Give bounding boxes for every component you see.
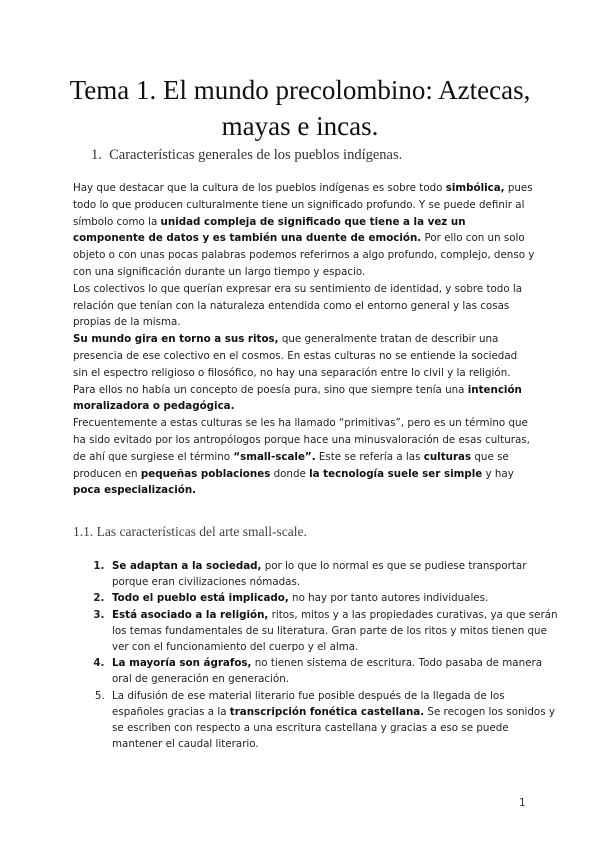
section-heading [91,147,402,164]
text-run: que se producen en [73,450,509,480]
bold-run: simbólica, [445,182,505,194]
list-item [108,607,558,656]
bold-run: Todo el pueblo está implicado, [112,592,289,605]
page-number: 1 [519,797,526,809]
text-run: no tienen sistema de escritura. Todo pasaba de manera oral de generación en generación. [112,657,543,686]
list-item [108,558,558,590]
paragraph [73,382,535,416]
list-item [108,590,558,606]
body-text [73,180,535,499]
subsection-heading: 1.1. Las características del arte small-scale. [73,524,307,539]
text-run: donde [270,467,310,480]
bold-run: transcripción fonética castellana. [229,705,425,718]
bold-run: la tecnología suele ser simple [309,467,483,480]
text-run: pues todo lo que producen culturalmente tiene un significado profundo. Y se puede definir al símbolo como la [73,182,533,228]
section-title: Características generales de los pueblos indígenas. [109,147,403,163]
paragraph [73,331,535,381]
paragraph [73,180,535,281]
text-run: Por ello con un solo objeto o con unas pocas palabras podemos referirnos a algo profundo, complejo, denso y con una significación durante un largo tiempo y espacio. [73,232,535,278]
text-run: Para ellos no había un concepto de poesía pura, sino que siempre tenía una [73,383,468,396]
characteristics-list [73,558,558,752]
bold-run: culturas [423,450,472,463]
section-number: 1. [91,147,102,163]
bold-run: Se adaptan a la sociedad, [112,560,262,572]
paragraph: Los colectivos lo que querían expresar era su sentimiento de identidad, y sobre todo la relación que tenían con la naturaleza entendida como el entorno general y las cosas propias de la misma. [73,282,523,329]
list-item [108,655,558,687]
text-run: no hay por tanto autores individuales. [288,592,489,605]
bold-run: La mayoría son ágrafos, [112,657,252,670]
text-run: por lo que lo normal es que se pudiese transportar porque eran civilizaciones nómadas. [112,560,527,589]
page-title: Tema 1. El mundo precolombino: Aztecas, mayas e incas. [69,75,531,141]
bold-run: unidad compleja de significado que tiene a la vez un componente de datos y es también una duente de emoción. [73,215,466,245]
bold-run: Su mundo gira en torno a sus ritos, [73,333,279,346]
bold-run: poca especialización. [73,484,197,497]
text-run: que generalmente tratan de describir una presencia de ese colectivo en el cosmos. En estas culturas no se entiende la sociedad sin el espectro religioso o filosófico, no hay una separación entre lo civil y la religión. [73,333,518,379]
list-item [108,688,558,753]
text-run: Este se refería a las [315,450,424,463]
bold-run: Está asociado a la religión, [112,608,269,621]
text-run: ritos, mitos y a las propiedades curativas, ya que serán los temas fundamentales de su literatura. Gran parte de los ritos y mitos tienen que ver con el funcionamiento del cuerpo y el alma. [112,608,558,654]
text-run: Se recogen los sonidos y se escriben con respecto a una escritura castellana y gracias a eso se puede mantener el caudal literario. [112,705,555,751]
bold-run: “small-scale”. [233,450,316,463]
bold-run: intención moralizadora o pedagógica. [73,383,522,413]
text-run: La difusión de ese material literario fue posible después de la llegada de los españoles gracias a la [112,689,505,718]
text-run: Hay que destacar que la cultura de los pueblos indígenas es sobre todo [73,182,446,194]
paragraph [73,415,535,499]
text-run: Frecuentemente a estas culturas se les ha llamado “primitivas”, pero es un término que ha sido evitado por los antropólogos porque hace una minusvaloración de esas culturas, de ahí que surgiese el término [73,417,530,463]
bold-run: pequeñas poblaciones [140,467,271,480]
text-run: y hay [482,467,514,480]
